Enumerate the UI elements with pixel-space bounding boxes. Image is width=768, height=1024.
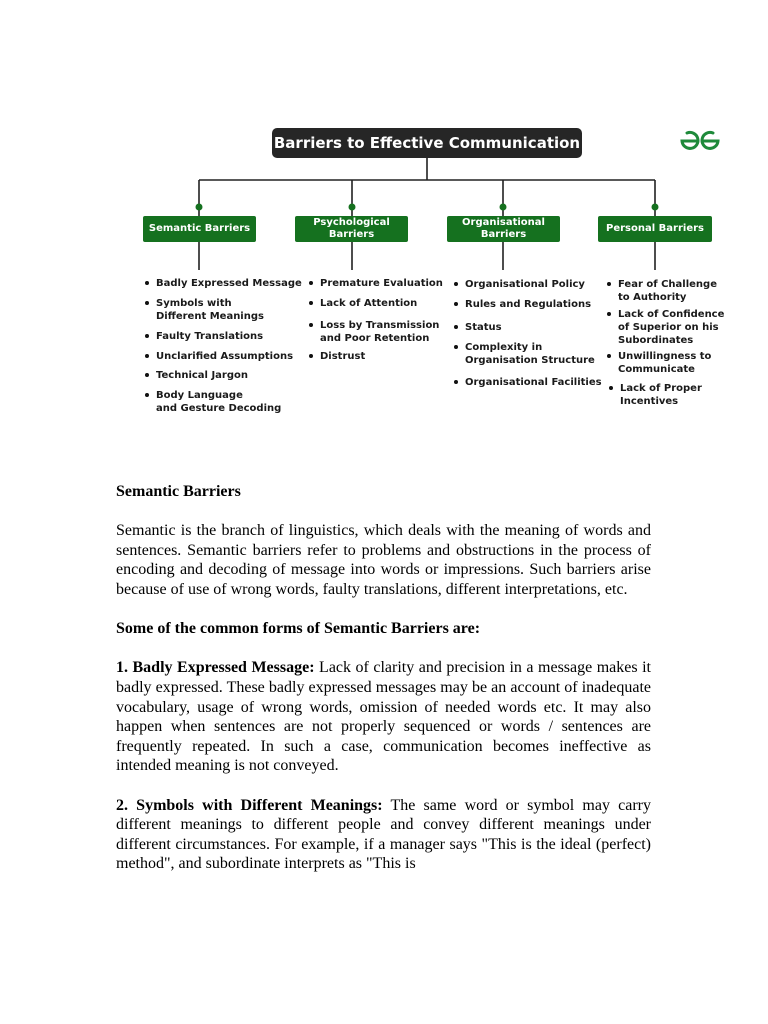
list-item: Lack of Confidence of Superior on his Subordinates xyxy=(618,309,725,346)
section-title: Semantic Barriers xyxy=(116,483,241,500)
list-item: Distrust xyxy=(320,351,366,362)
category-personal-barriers: Personal Barriers xyxy=(598,216,712,242)
category-organisational-barriers: Organisational Barriers xyxy=(447,216,560,242)
point-1-paragraph xyxy=(116,658,651,776)
list-item: Premature Evaluation xyxy=(320,278,443,289)
category-semantic-barriers: Semantic Barriers xyxy=(143,216,256,242)
list-item: Body Language and Gesture Decoding xyxy=(156,390,282,414)
list-item: Fear of Challenge to Authority xyxy=(618,279,717,303)
point-1-text: Lack of clarity and precision in a message makes it badly expressed. These badly expressed messages may be an account of inadequate vocabulary, usage of wrong words, omission of needed words etc. It may also happen when sentences are not properly sequenced or words / sentences are frequently repeated. In such a case, communication becomes ineffective as intended meaning is not conveyed. xyxy=(116,659,651,775)
barriers-diagram xyxy=(0,0,768,430)
list-item: Organisational Policy xyxy=(465,279,585,290)
list-item: Rules and Regulations xyxy=(465,299,592,310)
list-item: Symbols with Different Meanings xyxy=(156,298,264,322)
point-2-title: 2. Symbols with Different Meanings: xyxy=(116,796,383,814)
list-item: Lack of Attention xyxy=(320,298,418,309)
list-item: Lack of Proper Incentives xyxy=(620,383,702,407)
point-2-text: The same word or symbol may carry different meanings to different people and convey different meanings under different circumstances. For example, if a manager says "This is the ideal (perfect) method", and subordinate interprets as "This is xyxy=(116,796,651,873)
forms-heading: Some of the common forms of Semantic Barriers are: xyxy=(116,620,481,638)
list-item: Status xyxy=(465,322,502,333)
point-2-paragraph xyxy=(116,796,651,874)
category-psychological-barriers: Psychological Barriers xyxy=(295,216,408,242)
article-body xyxy=(116,482,651,874)
list-item: Complexity in Organisation Structure xyxy=(465,342,595,366)
list-item: Badly Expressed Message xyxy=(156,278,302,289)
list-item: Technical Jargon xyxy=(156,370,249,381)
point-1-title: 1. Badly Expressed Message: xyxy=(116,659,315,677)
list-item: Loss by Transmission and Poor Retention xyxy=(320,320,440,344)
diagram-title: Barriers to Effective Communication xyxy=(272,128,582,158)
list-item: Unclarified Assumptions xyxy=(156,351,294,362)
list-item: Faulty Translations xyxy=(156,331,264,342)
list-item: Unwillingness to Communicate xyxy=(618,351,712,375)
gfg-logo-icon xyxy=(679,128,721,152)
intro-paragraph: Semantic is the branch of linguistics, which deals with the meaning of words and sentences. Semantic barriers refer to problems and obstructions in the process of encoding and decoding of message into words or impressions. Such barriers arise because of use of wrong words, faulty translations, different interpretations, etc. xyxy=(116,522,651,598)
list-item: Organisational Facilities xyxy=(465,377,602,388)
